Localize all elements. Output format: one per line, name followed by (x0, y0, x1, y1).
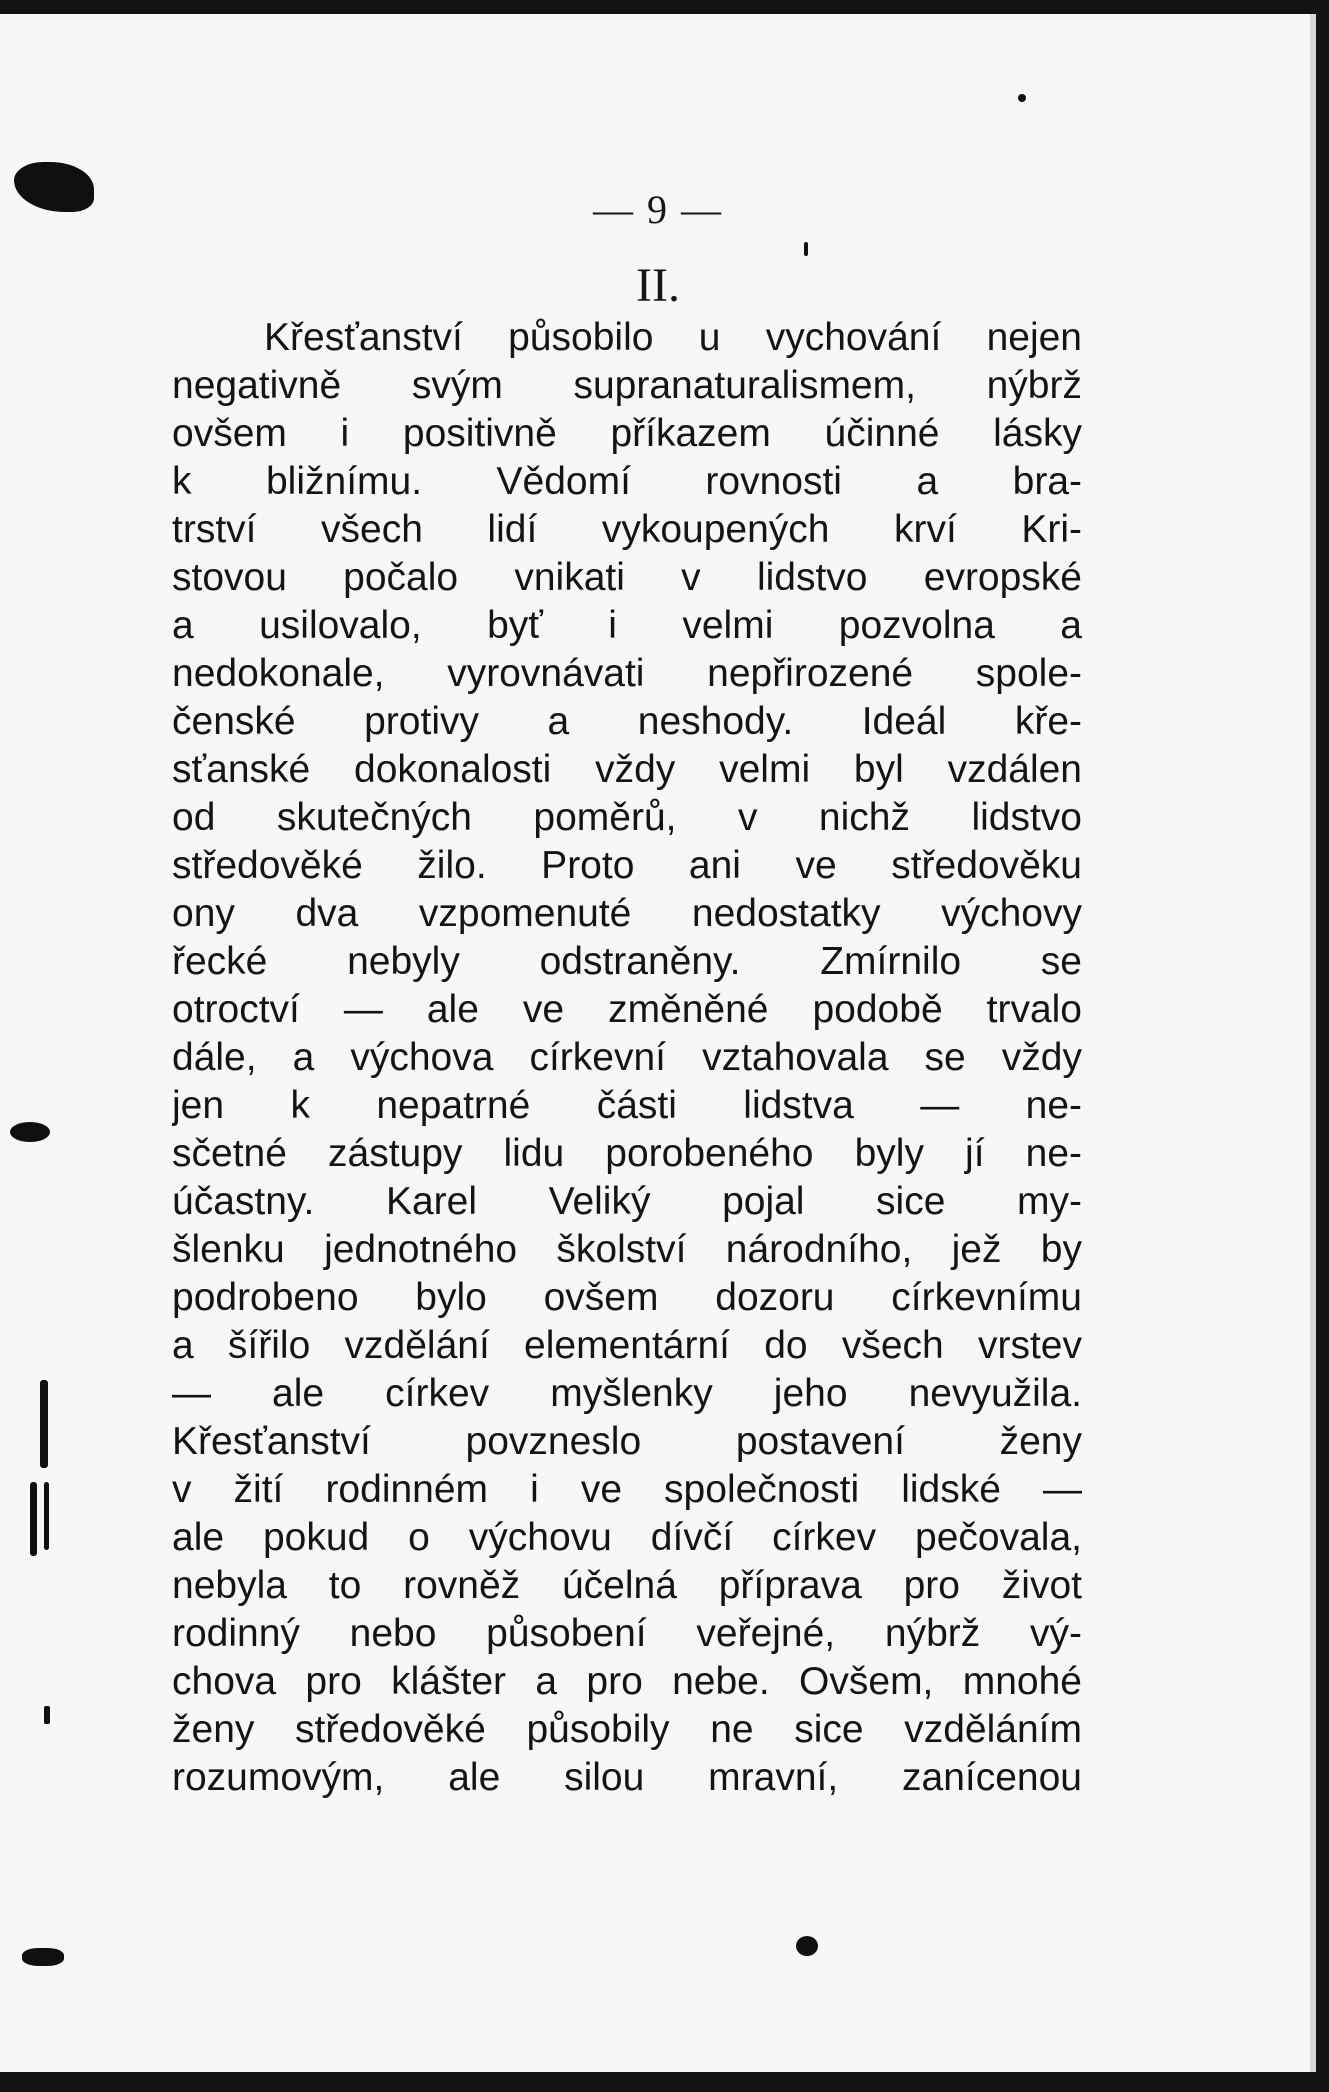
text-line: ženy středověké působily ne sice vzděláním (172, 1708, 1082, 1751)
text-line: podrobeno bylo ovšem dozoru církevnímu (172, 1276, 1082, 1319)
text-line: negativně svým supranaturalismem, nýbrž (172, 364, 1082, 407)
text-line: ale pokud o výchovu dívčí církev pečovala, (172, 1516, 1082, 1559)
text-line: sčetné zástupy lidu porobeného byly jí ne- (172, 1132, 1082, 1175)
text-line: Křesťanství působilo u vychování nejen (264, 316, 1082, 359)
text-line: od skutečných poměrů, v nichž lidstvo (172, 796, 1082, 839)
text-line: a šířilo vzdělání elementární do všech vrstev (172, 1324, 1082, 1367)
ink-blot (22, 1948, 64, 1966)
text-line: účastny. Karel Veliký pojal sice my- (172, 1180, 1082, 1223)
ink-speck (1018, 94, 1026, 102)
chapter-heading: II. (636, 259, 680, 312)
text-line: a usilovalo, byť i velmi pozvolna a (172, 604, 1082, 647)
text-line: jen k nepatrné části lidstva — ne- (172, 1084, 1082, 1127)
body-text (172, 314, 1082, 1802)
text-line: — ale církev myšlenky jeho nevyužila. (172, 1372, 1082, 1415)
page-edge (1310, 14, 1316, 2072)
text-line: středověké žilo. Proto ani ve středověku (172, 844, 1082, 887)
ink-streak (40, 1380, 48, 1468)
ink-streak (44, 1482, 49, 1550)
text-line: čenské protivy a neshody. Ideál kře- (172, 700, 1082, 743)
text-line: rodinný nebo působení veřejné, nýbrž vý- (172, 1612, 1082, 1655)
text-line: nedokonale, vyrovnávati nepřirozené spole- (172, 652, 1082, 695)
text-line: v žití rodinném i ve společnosti lidské — (172, 1468, 1082, 1511)
text-line: šlenku jednotného školství národního, jež by (172, 1228, 1082, 1271)
text-line: Křesťanství povzneslo postavení ženy (172, 1420, 1082, 1463)
text-line: sťanské dokonalosti vždy velmi byl vzdálen (172, 748, 1082, 791)
ink-speck (804, 242, 808, 256)
text-line: ovšem i positivně příkazem účinné lásky (172, 412, 1082, 455)
ink-speck (796, 1936, 818, 1956)
text-line: ony dva vzpomenuté nedostatky výchovy (172, 892, 1082, 935)
text-line: otroctví — ale ve změněné podobě trvalo (172, 988, 1082, 1031)
ink-streak (30, 1482, 37, 1556)
text-line: nebyla to rovněž účelná příprava pro život (172, 1564, 1082, 1607)
text-line: dále, a výchova církevní vztahovala se vždy (172, 1036, 1082, 1079)
ink-speck (44, 1706, 50, 1724)
ink-blot (10, 1122, 50, 1142)
page-number: — 9 — (593, 187, 723, 232)
text-line: stovou počalo vnikati v lidstvo evropské (172, 556, 1082, 599)
text-line: řecké nebyly odstraněny. Zmírnilo se (172, 940, 1082, 983)
text-line: rozumovým, ale silou mravní, zanícenou (172, 1756, 1082, 1799)
book-page (0, 14, 1316, 2072)
text-line: trství všech lidí vykoupených krví Kri- (172, 508, 1082, 551)
text-line: chova pro klášter a pro nebe. Ovšem, mnohé (172, 1660, 1082, 1703)
text-line: k bližnímu. Vědomí rovnosti a bra- (172, 460, 1082, 503)
